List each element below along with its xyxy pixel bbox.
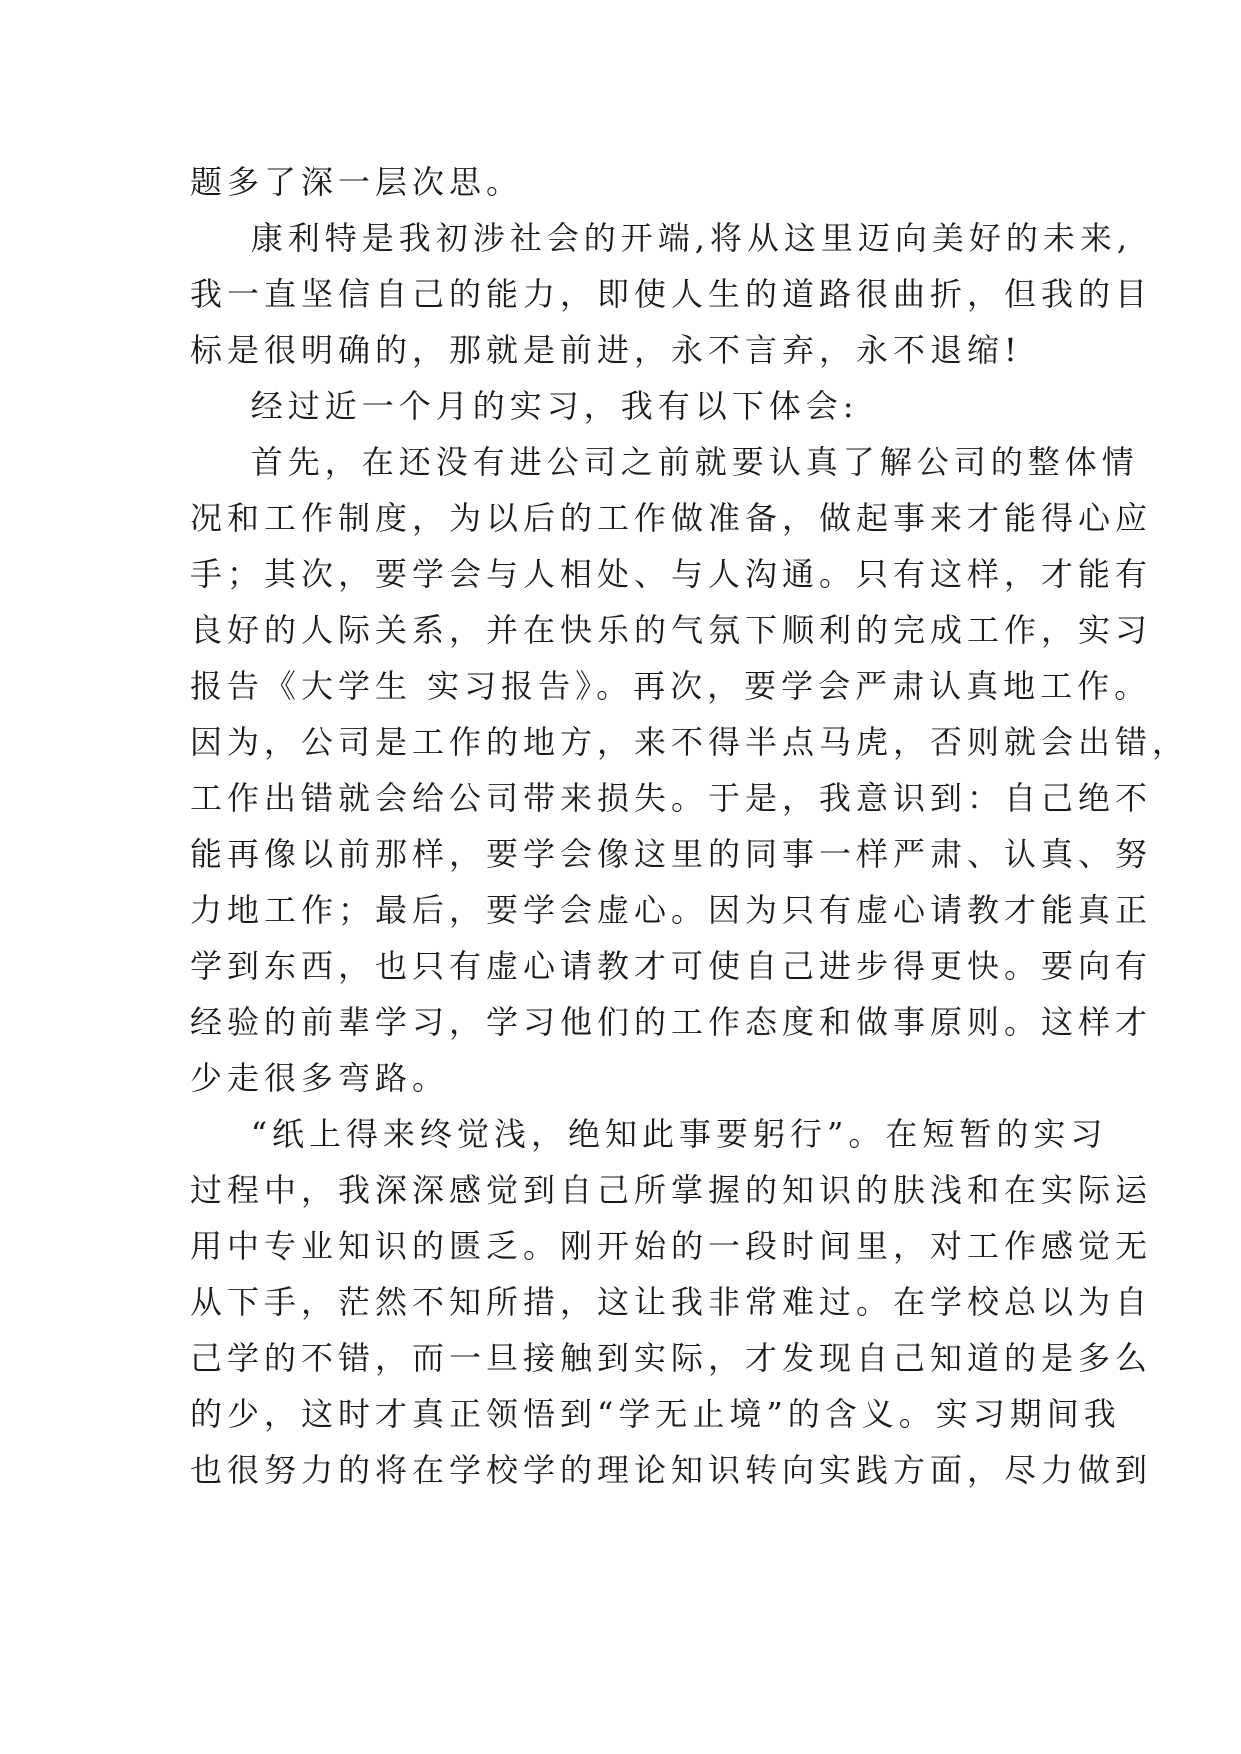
text-line: 题多了深一层次思。 — [190, 163, 524, 201]
text-line: 能再像以前那样，要学会像这里的同事一样严肃、认真、努 — [190, 835, 1153, 873]
text-line: 经过近一个月的实习，我有以下体会: — [190, 387, 859, 425]
text-line: 因为，公司是工作的地方，来不得半点马虎，否则就会出错， — [190, 723, 1190, 761]
text-line: 我一直坚信自己的能力，即使人生的道路很曲折，但我的目 — [190, 275, 1153, 313]
text-line: 标是很明确的，那就是前进，永不言弃，永不退缩! — [190, 331, 1022, 369]
text-line: 手；其次，要学会与人相处、与人沟通。只有这样，才能有 — [190, 555, 1153, 593]
text-line: 用中专业知识的匮乏。刚开始的一段时间里，对工作感觉无 — [190, 1227, 1153, 1265]
text-line: 力地工作；最后，要学会虚心。因为只有虚心请教才能真正 — [190, 891, 1153, 929]
text-line: 少走很多弯路。 — [190, 1059, 450, 1097]
text-line: 康利特是我初涉社会的开端,将从这里迈向美好的未来, — [190, 219, 1133, 257]
text-line: 报告《大学生 实习报告》。再次，要学会严肃认真地工作。 — [190, 667, 1152, 705]
text-line: 工作出错就会给公司带来损失。于是，我意识到：自己绝不 — [190, 779, 1153, 817]
text-line: “纸上得来终觉浅，绝知此事要躬行”。在短暂的实习 — [190, 1115, 1108, 1153]
text-line: 的少，这时才真正领悟到“学无止境”的含义。实习期间我 — [190, 1395, 1121, 1433]
text-line: 过程中，我深深感觉到自己所掌握的知识的肤浅和在实际运 — [190, 1171, 1153, 1209]
text-line: 己学的不错，而一旦接触到实际，才发现自己知道的是多么 — [190, 1339, 1153, 1377]
text-line: 良好的人际关系，并在快乐的气氛下顺利的完成工作，实习 — [190, 611, 1153, 649]
text-line: 经验的前辈学习，学习他们的工作态度和做事原则。这样才 — [190, 1003, 1153, 1041]
text-line: 首先，在还没有进公司之前就要认真了解公司的整体情 — [190, 443, 1139, 481]
text-line: 况和工作制度，为以后的工作做准备，做起事来才能得心应 — [190, 499, 1153, 537]
text-line: 从下手，茫然不知所措，这让我非常难过。在学校总以为自 — [190, 1283, 1153, 1321]
body-text — [190, 154, 1190, 1498]
text-line: 也很努力的将在学校学的理论知识转向实践方面，尽力做到 — [190, 1451, 1153, 1489]
text-line: 学到东西，也只有虚心请教才可使自己进步得更快。要向有 — [190, 947, 1153, 985]
